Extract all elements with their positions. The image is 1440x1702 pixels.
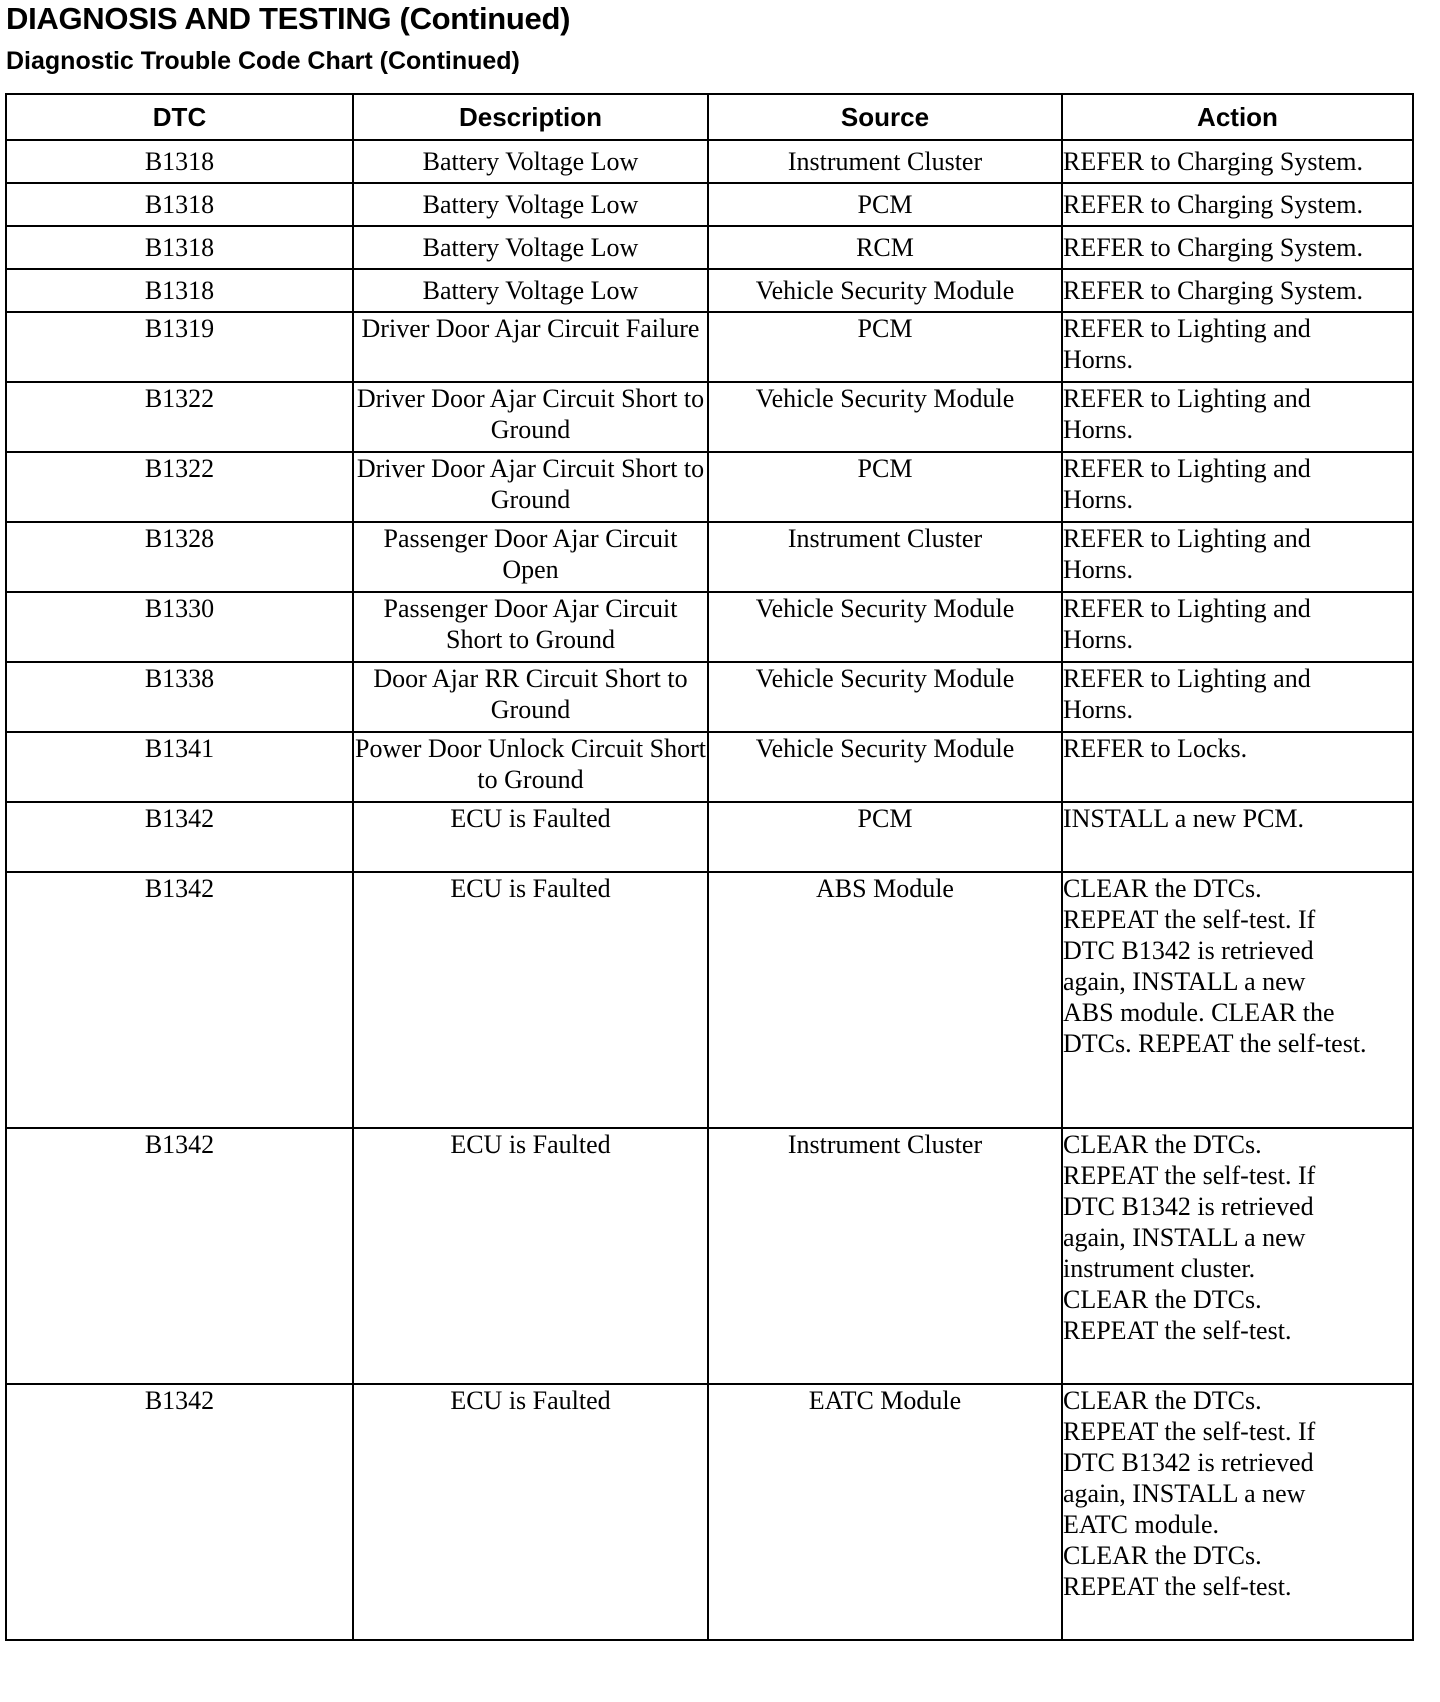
action-cell: REFER to Lighting and Horns. bbox=[1062, 662, 1413, 732]
dtc-cell: B1322 bbox=[6, 452, 353, 522]
source-cell: Vehicle Security Module bbox=[708, 662, 1062, 732]
table-row bbox=[6, 802, 1413, 872]
description-cell: Passenger Door Ajar Circuit Open bbox=[353, 522, 708, 592]
dtc-cell: B1330 bbox=[6, 592, 353, 662]
table-row bbox=[6, 226, 1413, 269]
dtc-cell: B1318 bbox=[6, 269, 353, 312]
action-cell: REFER to Locks. bbox=[1062, 732, 1413, 802]
table-row bbox=[6, 140, 1413, 183]
dtc-cell: B1318 bbox=[6, 183, 353, 226]
action-cell: REFER to Charging System. bbox=[1062, 226, 1413, 269]
dtc-cell: B1322 bbox=[6, 382, 353, 452]
description-cell: ECU is Faulted bbox=[353, 802, 708, 872]
column-header-source: Source bbox=[708, 94, 1062, 140]
dtc-cell: B1328 bbox=[6, 522, 353, 592]
description-cell: Driver Door Ajar Circuit Short to Ground bbox=[353, 452, 708, 522]
table-row bbox=[6, 522, 1413, 592]
dtc-table bbox=[5, 93, 1414, 1641]
dtc-cell: B1342 bbox=[6, 1128, 353, 1384]
column-header-action: Action bbox=[1062, 94, 1413, 140]
source-cell: PCM bbox=[708, 802, 1062, 872]
description-cell: Battery Voltage Low bbox=[353, 140, 708, 183]
column-header-description: Description bbox=[353, 94, 708, 140]
source-cell: PCM bbox=[708, 452, 1062, 522]
table-row bbox=[6, 662, 1413, 732]
action-cell: REFER to Lighting and Horns. bbox=[1062, 382, 1413, 452]
column-header-dtc: DTC bbox=[6, 94, 353, 140]
dtc-cell: B1338 bbox=[6, 662, 353, 732]
table-row bbox=[6, 183, 1413, 226]
dtc-cell: B1342 bbox=[6, 802, 353, 872]
action-cell: REFER to Lighting and Horns. bbox=[1062, 522, 1413, 592]
table-header-row bbox=[6, 94, 1413, 140]
description-cell: Door Ajar RR Circuit Short to Ground bbox=[353, 662, 708, 732]
table-row bbox=[6, 592, 1413, 662]
description-cell: ECU is Faulted bbox=[353, 872, 708, 1128]
source-cell: ABS Module bbox=[708, 872, 1062, 1128]
dtc-cell: B1318 bbox=[6, 226, 353, 269]
page-subtitle: Diagnostic Trouble Code Chart (Continued) bbox=[6, 47, 520, 75]
action-cell: INSTALL a new PCM. bbox=[1062, 802, 1413, 872]
description-cell: ECU is Faulted bbox=[353, 1128, 708, 1384]
table-row bbox=[6, 312, 1413, 382]
description-cell: Driver Door Ajar Circuit Short to Ground bbox=[353, 382, 708, 452]
source-cell: Vehicle Security Module bbox=[708, 592, 1062, 662]
action-cell: REFER to Charging System. bbox=[1062, 269, 1413, 312]
table-row bbox=[6, 452, 1413, 522]
action-cell: REFER to Charging System. bbox=[1062, 183, 1413, 226]
source-cell: PCM bbox=[708, 183, 1062, 226]
action-cell: REFER to Lighting and Horns. bbox=[1062, 592, 1413, 662]
description-cell: Battery Voltage Low bbox=[353, 183, 708, 226]
source-cell: Vehicle Security Module bbox=[708, 382, 1062, 452]
source-cell: Vehicle Security Module bbox=[708, 269, 1062, 312]
action-cell: REFER to Charging System. bbox=[1062, 140, 1413, 183]
dtc-cell: B1342 bbox=[6, 1384, 353, 1640]
source-cell: Instrument Cluster bbox=[708, 140, 1062, 183]
table-row bbox=[6, 269, 1413, 312]
description-cell: Battery Voltage Low bbox=[353, 226, 708, 269]
action-cell: CLEAR the DTCs. REPEAT the self-test. If DTC B1342 is retrieved again, INSTALL a new ABS module. CLEAR the DTCs. REPEAT the self-test. bbox=[1062, 872, 1413, 1128]
page-title: DIAGNOSIS AND TESTING (Continued) bbox=[6, 1, 571, 36]
description-cell: Driver Door Ajar Circuit Failure bbox=[353, 312, 708, 382]
dtc-cell: B1342 bbox=[6, 872, 353, 1128]
description-cell: Battery Voltage Low bbox=[353, 269, 708, 312]
source-cell: Instrument Cluster bbox=[708, 522, 1062, 592]
table-row bbox=[6, 732, 1413, 802]
action-cell: CLEAR the DTCs. REPEAT the self-test. If DTC B1342 is retrieved again, INSTALL a new instrument cluster. CLEAR the DTCs. REPEAT the self-test. bbox=[1062, 1128, 1413, 1384]
description-cell: Passenger Door Ajar Circuit Short to Ground bbox=[353, 592, 708, 662]
dtc-cell: B1341 bbox=[6, 732, 353, 802]
table-row bbox=[6, 382, 1413, 452]
dtc-cell: B1318 bbox=[6, 140, 353, 183]
source-cell: PCM bbox=[708, 312, 1062, 382]
source-cell: EATC Module bbox=[708, 1384, 1062, 1640]
source-cell: RCM bbox=[708, 226, 1062, 269]
source-cell: Instrument Cluster bbox=[708, 1128, 1062, 1384]
description-cell: Power Door Unlock Circuit Short to Ground bbox=[353, 732, 708, 802]
source-cell: Vehicle Security Module bbox=[708, 732, 1062, 802]
table-row bbox=[6, 1128, 1413, 1384]
table-row bbox=[6, 1384, 1413, 1640]
dtc-cell: B1319 bbox=[6, 312, 353, 382]
description-cell: ECU is Faulted bbox=[353, 1384, 708, 1640]
table-row bbox=[6, 872, 1413, 1128]
action-cell: CLEAR the DTCs. REPEAT the self-test. If DTC B1342 is retrieved again, INSTALL a new EATC module. CLEAR the DTCs. REPEAT the self-test. bbox=[1062, 1384, 1413, 1640]
action-cell: REFER to Lighting and Horns. bbox=[1062, 452, 1413, 522]
action-cell: REFER to Lighting and Horns. bbox=[1062, 312, 1413, 382]
